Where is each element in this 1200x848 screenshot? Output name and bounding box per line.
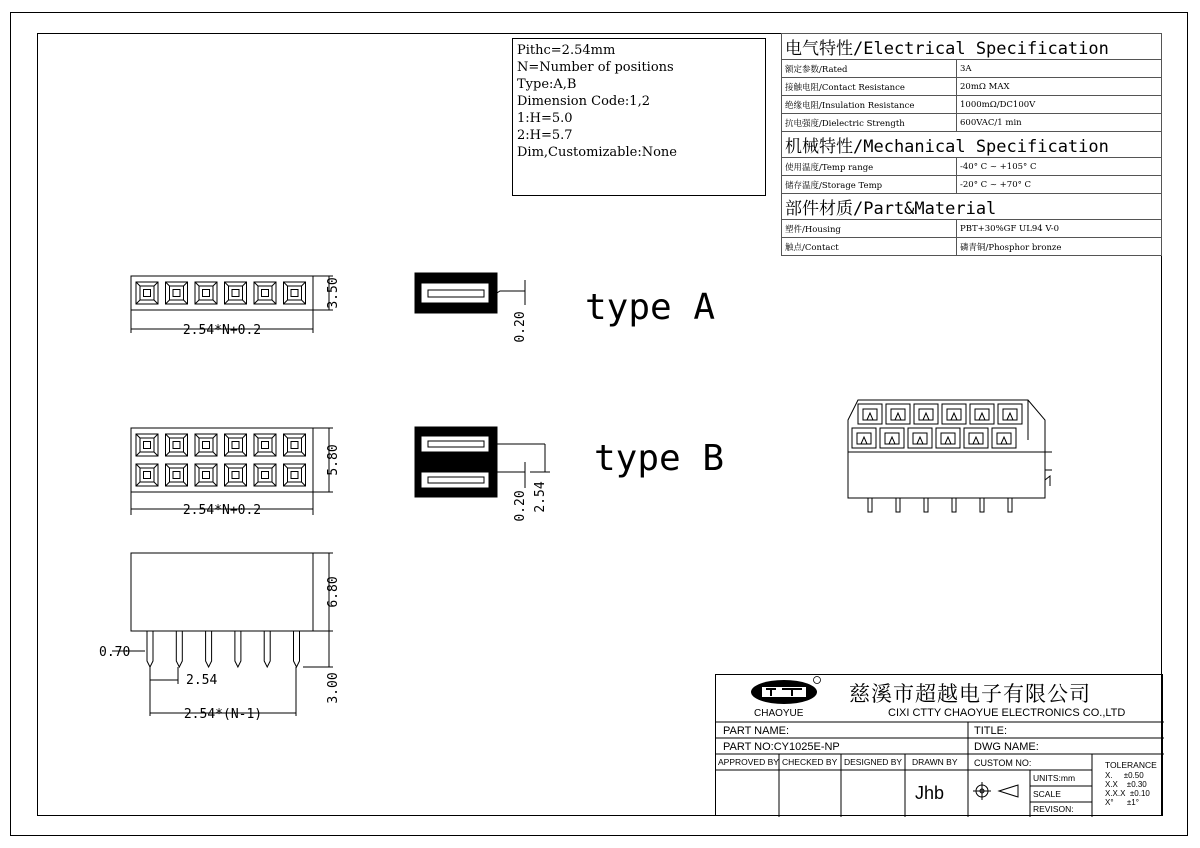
spec-key: 储存温度/Storage Temp — [782, 176, 957, 194]
pin-3d — [952, 498, 956, 512]
pin — [264, 631, 270, 667]
scale-label: SCALE — [1033, 789, 1061, 799]
tol-key: X. — [1105, 771, 1113, 780]
type-a-section — [415, 273, 525, 313]
spec-key: 塑件/Housing — [782, 220, 957, 238]
pin-3d — [896, 498, 900, 512]
title-label: TITLE: — [974, 725, 1008, 737]
logo-text: CHAOYUE — [754, 708, 804, 719]
tol-value: ±0.50 — [1123, 771, 1144, 780]
note-line: Dim,Customizable:None — [517, 145, 677, 160]
side-pin-length-dim: 3.00 — [326, 672, 341, 704]
spec-key: 触点/Contact — [782, 238, 957, 256]
spec-value: 3A — [957, 60, 1162, 78]
tol-value: ±0.10 — [1129, 789, 1150, 798]
designed-by-label: DESIGNED BY — [844, 757, 903, 767]
pin-3d — [1008, 498, 1012, 512]
contact-cell — [254, 434, 276, 456]
type-a-pin-dim: 0.20 — [513, 311, 528, 343]
tol-key: X.X.X — [1105, 789, 1126, 798]
contact-cell-3d — [914, 404, 938, 424]
units-label: UNITS:mm — [1033, 773, 1076, 783]
contact-cell — [136, 434, 158, 456]
contact-cell-3d — [908, 428, 932, 448]
tol-value: ±0.30 — [1126, 780, 1147, 789]
note-line: N=Number of positions — [517, 60, 674, 75]
part-no-label: PART NO:CY1025E-NP — [723, 741, 840, 753]
checked-by-label: CHECKED BY — [782, 757, 838, 767]
contact-cell-3d — [852, 428, 876, 448]
contact-cell — [284, 282, 306, 304]
contact-cell-3d — [970, 404, 994, 424]
company-name-en: CIXI CTTY CHAOYUE ELECTRONICS CO.,LTD — [888, 707, 1126, 719]
spec-value: 20mΩ MAX — [957, 78, 1162, 96]
contact-cell-3d — [880, 428, 904, 448]
type-b-section — [415, 427, 550, 497]
pin — [147, 631, 153, 667]
contact-cell — [254, 464, 276, 486]
contact-cell — [225, 282, 247, 304]
spec-value: PBT+30%GF UL94 V-0 — [957, 220, 1162, 238]
side-height-dim: 6.80 — [326, 576, 341, 608]
contact-cell-3d — [886, 404, 910, 424]
contact-cell — [195, 282, 217, 304]
drawn-by-label: DRAWN BY — [912, 757, 958, 767]
contact-cell — [195, 434, 217, 456]
type-a-label: type A — [585, 287, 716, 328]
contact-cell-3d — [964, 428, 988, 448]
spec-key: 绝缘电阻/Insulation Resistance — [782, 96, 957, 114]
contact-cell — [284, 434, 306, 456]
contact-cell-3d — [936, 428, 960, 448]
company-logo — [751, 677, 821, 705]
tolerance-list — [1105, 771, 1150, 807]
tol-value: ±1° — [1126, 798, 1139, 807]
type-b-pin-dim: 0.20 — [513, 490, 528, 522]
spec-value: 600VAC/1 min — [957, 114, 1162, 132]
spec-value: -40° C ~ +105° C — [957, 158, 1162, 176]
dwg-name-label: DWG NAME: — [974, 741, 1039, 753]
type-a-cells — [136, 282, 306, 304]
contact-cell — [225, 464, 247, 486]
custom-no-label: CUSTOM NO: — [974, 758, 1032, 768]
tol-key: X.X — [1105, 780, 1118, 789]
pin-3d — [980, 498, 984, 512]
contact-cell-3d — [998, 404, 1022, 424]
side-view-body — [131, 553, 313, 631]
spec-value: -20° C ~ +70° C — [957, 176, 1162, 194]
contact-cell — [166, 464, 188, 486]
company-name-cn: 慈溪市超越电子有限公司 — [849, 682, 1091, 706]
contact-cell — [254, 282, 276, 304]
note-line: Dimension Code:1,2 — [517, 94, 650, 109]
side-pitch-dim: 2.54 — [186, 673, 218, 688]
spec-value: 1000mΩ/DC100V — [957, 96, 1162, 114]
contact-cell — [225, 434, 247, 456]
pin-3d — [868, 498, 872, 512]
type-b-label: type B — [594, 438, 725, 479]
contact-cell-3d — [992, 428, 1016, 448]
pin — [176, 631, 182, 667]
type-b-height-dim: 5.80 — [326, 444, 341, 476]
note-line: Type:A,B — [517, 77, 577, 92]
revision-label: REVISON: — [1033, 804, 1074, 814]
electrical-title: 电气特性/Electrical Specification — [782, 34, 1162, 60]
title-block — [715, 674, 1163, 816]
pin-3d — [924, 498, 928, 512]
tol-key: X° — [1105, 798, 1114, 807]
pin — [235, 631, 241, 667]
type-a-width-dim: 2.54*N+0.2 — [182, 323, 262, 338]
type-b-pitch-dim: 2.54 — [533, 481, 548, 513]
contact-cell — [166, 434, 188, 456]
tolerance-title: TOLERANCE — [1105, 760, 1157, 770]
contact-cell — [195, 464, 217, 486]
contact-cell — [284, 464, 306, 486]
contact-cell — [136, 282, 158, 304]
part-name-label: PART NAME: — [723, 725, 790, 737]
drawn-by-value: Jhb — [915, 783, 945, 803]
spec-key: 额定参数/Rated — [782, 60, 957, 78]
note-line: 1:H=5.0 — [517, 111, 573, 126]
mechanical-title: 机械特性/Mechanical Specification — [782, 132, 1162, 158]
contact-cell — [166, 282, 188, 304]
contact-cell-3d — [942, 404, 966, 424]
spec-key: 使用温度/Temp range — [782, 158, 957, 176]
material-title: 部件材质/Part&Material — [782, 194, 1162, 220]
spec-value: 磷青铜/Phosphor bronze — [957, 238, 1162, 256]
pin — [294, 631, 300, 667]
side-pin-width-dim: 0.70 — [99, 645, 131, 660]
connector-3d-view — [848, 400, 1052, 512]
pin — [206, 631, 212, 667]
type-b-width-dim: 2.54*N+0.2 — [182, 503, 262, 518]
side-total-dim: 2.54*(N-1) — [183, 707, 263, 722]
spec-key: 抗电强度/Dielectric Strength — [782, 114, 957, 132]
note-line: Pithc=2.54mm — [517, 43, 616, 58]
type-a-height-dim: 3.50 — [326, 277, 341, 309]
approved-by-label: APPROVED BY — [718, 757, 779, 767]
contact-cell-3d — [858, 404, 882, 424]
spec-key: 接触电阻/Contact Resistance — [782, 78, 957, 96]
contact-cell — [136, 464, 158, 486]
note-line: 2:H=5.7 — [517, 128, 573, 143]
